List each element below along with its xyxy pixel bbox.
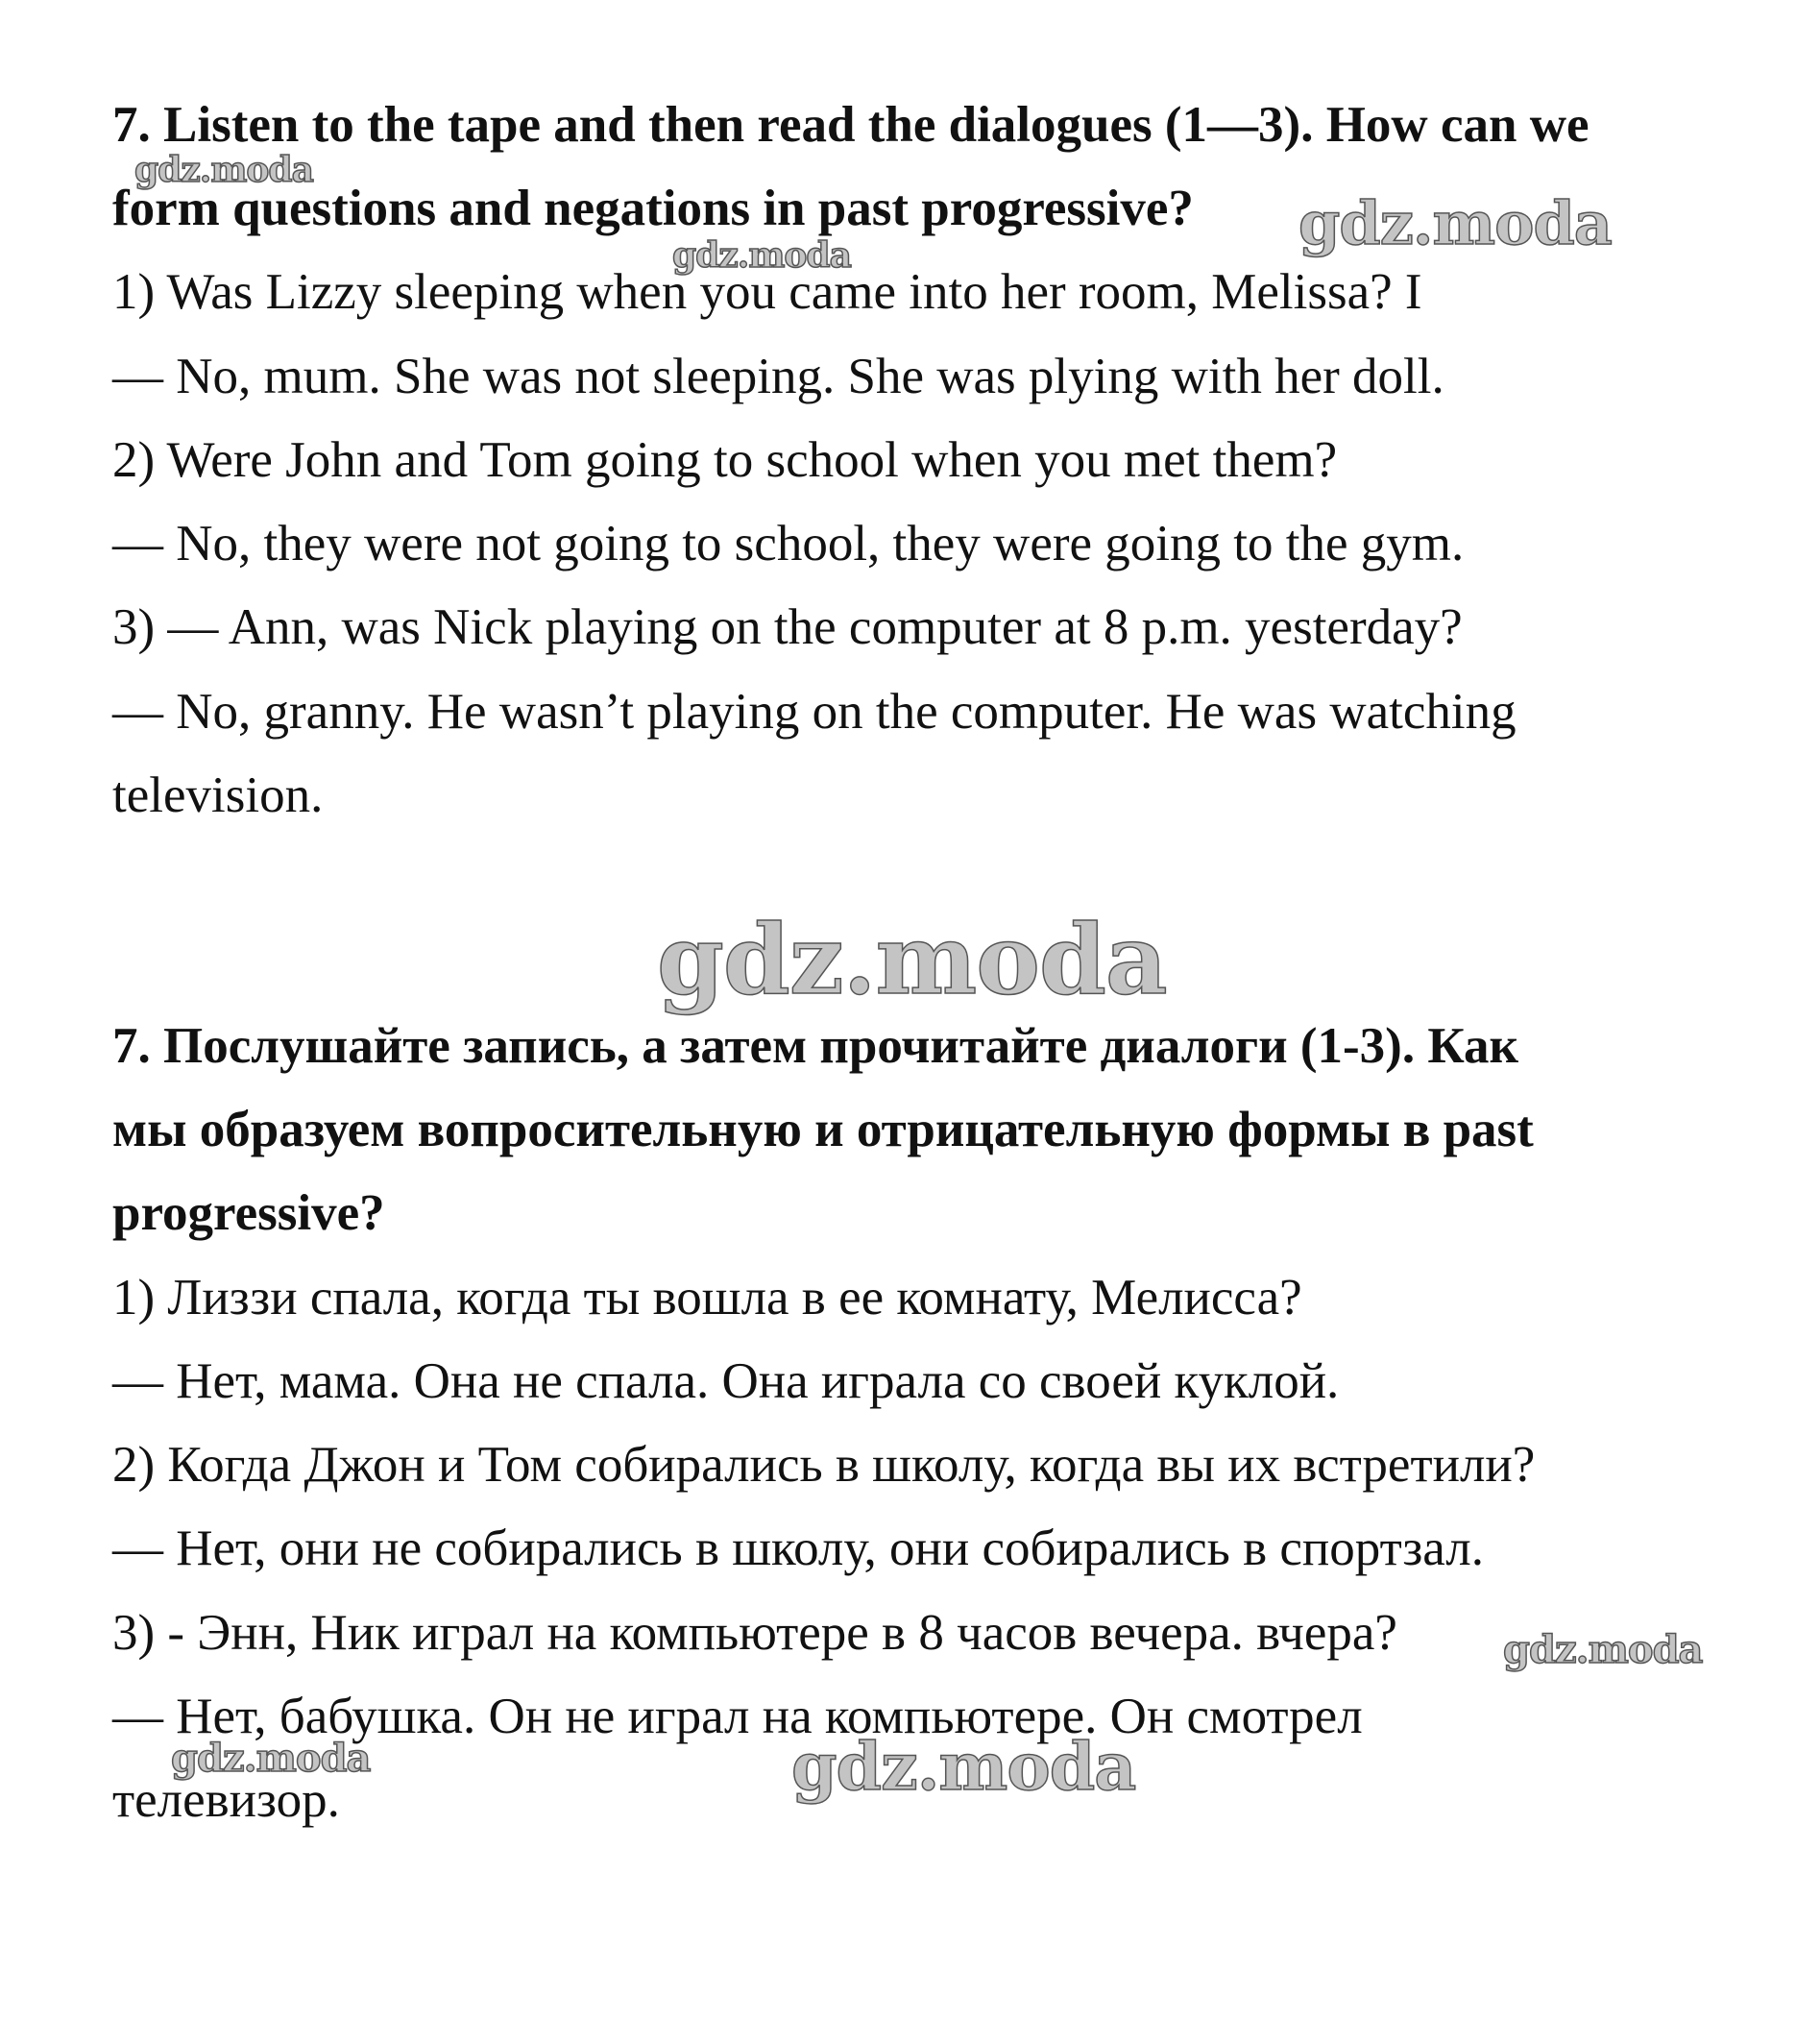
english-dialogue-line: 1) Was Lizzy sleeping when you came into her room, Melissa? I bbox=[112, 264, 1422, 320]
russian-dialogue-line: 1) Лиззи спала, когда ты вошла в ее комнату, Мелисса? bbox=[112, 1270, 1302, 1326]
watermark: gdz.moda bbox=[657, 903, 1167, 1016]
russian-heading-line-3: progressive? bbox=[112, 1185, 385, 1241]
watermark: gdz.moda bbox=[1298, 188, 1612, 258]
english-dialogue-line: — No, granny. He wasn’t playing on the computer. He was watching bbox=[112, 684, 1517, 740]
watermark: gdz.moda bbox=[672, 235, 851, 276]
russian-dialogue-line: 2) Когда Джон и Том собирались в школу, когда вы их встретили? bbox=[112, 1437, 1536, 1493]
english-dialogue-line: television. bbox=[112, 767, 324, 823]
english-dialogue-line: 3) — Ann, was Nick playing on the computer at 8 p.m. yesterday? bbox=[112, 599, 1463, 655]
russian-heading-line-2: мы образуем вопросительную и отрицательную формы в past bbox=[112, 1102, 1534, 1157]
watermark: gdz.moda bbox=[171, 1736, 371, 1781]
english-heading-line-1: 7. Listen to the tape and then read the dialogues (1—3). How can we bbox=[112, 97, 1589, 153]
russian-dialogue-line: 3) - Энн, Ник играл на компьютере в 8 часов вечера. вчера? bbox=[112, 1605, 1397, 1661]
russian-dialogue-line: — Нет, они не собирались в школу, они собирались в спортзал. bbox=[112, 1520, 1484, 1576]
watermark: gdz.moda bbox=[1503, 1627, 1703, 1672]
watermark: gdz.moda bbox=[134, 150, 313, 190]
english-dialogue-line: — No, mum. She was not sleeping. She was plying with her doll. bbox=[112, 349, 1444, 404]
english-dialogue-line: 2) Were John and Tom going to school when you met them? bbox=[112, 432, 1338, 488]
russian-dialogue-line: — Нет, мама. Она не спала. Она играла со своей куклой. bbox=[112, 1353, 1340, 1409]
english-dialogue-line: — No, they were not going to school, they were going to the gym. bbox=[112, 516, 1465, 572]
watermark: gdz.moda bbox=[791, 1729, 1136, 1806]
russian-dialogue-line: телевизор. bbox=[112, 1772, 340, 1828]
english-heading-line-2: form questions and negations in past progressive? bbox=[112, 181, 1194, 236]
russian-heading-line-1: 7. Послушайте запись, а затем прочитайте диалоги (1-3). Как bbox=[112, 1018, 1519, 1074]
russian-dialogue-line: — Нет, бабушка. Он не играл на компьютере. Он смотрел bbox=[112, 1689, 1363, 1744]
